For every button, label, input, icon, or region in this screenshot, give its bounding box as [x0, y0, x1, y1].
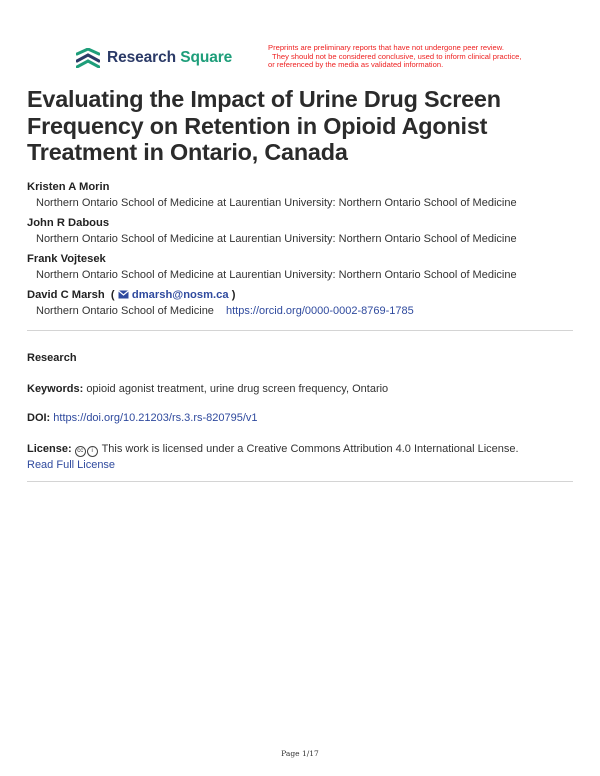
keywords-label: Keywords: [27, 383, 84, 395]
keywords-row [27, 383, 587, 395]
research-square-logo[interactable] [76, 48, 232, 68]
notice-line: They should not be considered conclusive, used to inform clinical practice, [272, 51, 522, 61]
orcid-link[interactable]: https://orcid.org/0000-0002-8769-1785 [226, 305, 414, 317]
corresponding-author: David C Marsh ( dmarsh@nosm.ca ) [27, 288, 587, 303]
license-text: This work is licensed under a Creative Commons Attribution 4.0 International License. [101, 443, 519, 455]
cc-by-icon: i [87, 446, 98, 457]
page-number: Page 1/17 [281, 749, 319, 758]
license-label: License: [27, 443, 72, 455]
page-header [0, 0, 600, 80]
author-affiliation-row [36, 303, 587, 324]
doi-row [27, 412, 587, 424]
author-list [27, 180, 587, 324]
notice-line: Preprints are preliminary reports that have not undergone peer review. [268, 43, 504, 52]
license-row [27, 441, 587, 473]
author-name: David C Marsh [27, 289, 105, 301]
paper-title: Evaluating the Impact of Urine Drug Screen Frequency on Retention in Opioid Agonist Treatment in Ontario, Canada [27, 86, 501, 165]
notice-line: or referenced by the media as validated information. [268, 60, 444, 70]
author-affiliation: Northern Ontario School of Medicine [36, 305, 214, 317]
research-square-logo-icon [76, 48, 100, 68]
author-email-link[interactable]: dmarsh@nosm.ca [131, 289, 229, 301]
preprint-notice [268, 44, 568, 70]
article-type: Research [27, 352, 77, 364]
doi-label: DOI: [27, 412, 51, 424]
logo-text-square: Square [180, 49, 233, 66]
author-name: John R Dabous [27, 217, 110, 229]
author-name: Frank Vojtesek [27, 253, 106, 265]
email-icon [118, 289, 129, 304]
cc-icon: cc [75, 446, 86, 457]
doi-link[interactable]: https://doi.org/10.21203/rs.3.rs-820795/v1 [53, 412, 258, 424]
author-name: Kristen A Morin [27, 181, 110, 193]
author-affiliation: Northern Ontario School of Medicine at Laurentian University: Northern Ontario School of Medicine [36, 269, 517, 281]
logo-text-research: Research [107, 49, 176, 66]
author-affiliation: Northern Ontario School of Medicine at Laurentian University: Northern Ontario School of Medicine [36, 233, 517, 245]
divider [27, 330, 573, 331]
author-affiliation: Northern Ontario School of Medicine at Laurentian University: Northern Ontario School of Medicine [36, 197, 517, 209]
keywords-value: opioid agonist treatment, urine drug screen frequency, Ontario [86, 383, 389, 395]
divider [27, 481, 573, 482]
read-full-license-link[interactable]: Read Full License [27, 459, 116, 471]
